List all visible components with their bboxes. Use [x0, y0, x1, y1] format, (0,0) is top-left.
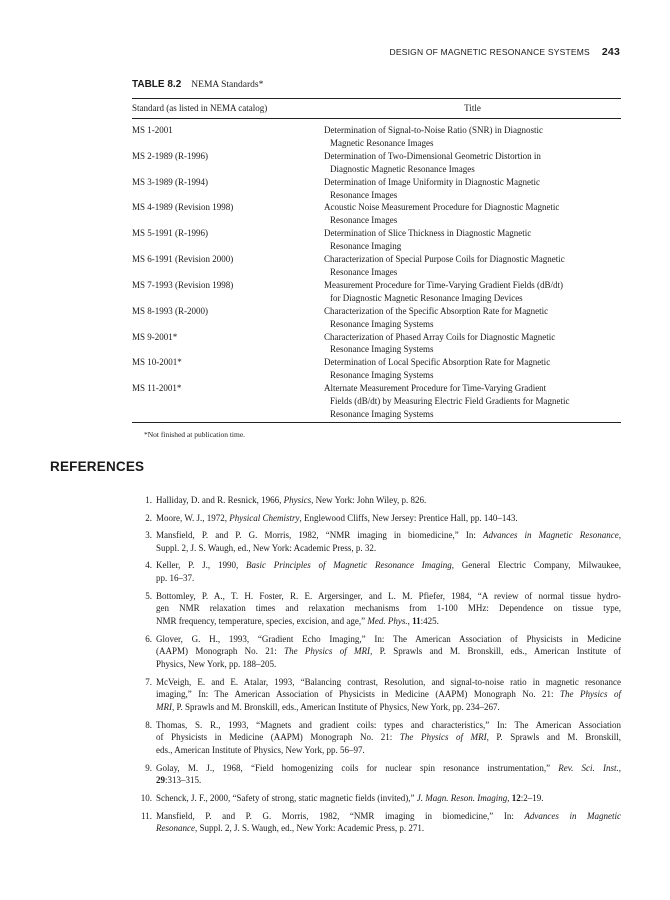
reference-line [156, 559, 621, 572]
reference-text [156, 633, 621, 671]
reference-segment: , P. Sprawls and M. Bronskill, [486, 732, 621, 743]
table-body [132, 124, 621, 421]
standard-cell: MS 1-2001 [132, 125, 173, 135]
title-line: Determination of Local Specific Absorption Rate for Magnetic [324, 357, 551, 368]
reference-item [132, 559, 621, 584]
title-line: Characterization of the Specific Absorption Rate for Magnetic [324, 305, 549, 316]
title-line: Acoustic Noise Measurement Procedure for Diagnostic Magnetic [324, 202, 560, 213]
reference-segment: Basic Principles of Magnetic Resonance Imaging [245, 560, 452, 571]
reference-segment: of Physicists in Medicine (AAPM) Monograph No. 21: [156, 732, 400, 743]
title-line: Resonance Imaging Systems [330, 370, 434, 381]
reference-segment: Glover, G. H., 1993, “Gradient Echo Imaging,” In: The American Association of Physicists in Medicine [156, 633, 621, 644]
reference-text [156, 590, 621, 628]
reference-segment: , [507, 793, 512, 804]
reference-line [156, 701, 621, 714]
reference-number: 2. [145, 512, 152, 523]
reference-line [156, 590, 621, 603]
reference-segment: The Physics of [560, 689, 622, 700]
reference-segment: pp. 16–37. [156, 573, 195, 584]
reference-segment: Bottomley, P. A., T. H. Foster, R. E. Argersinger, and L. M. Pfiefer, 1984, “A review of normal tissue hydro- [156, 590, 621, 601]
table-row [132, 356, 621, 382]
reference-line [156, 719, 621, 732]
reference-segment: 11 [412, 616, 421, 627]
table-row [132, 124, 621, 150]
reference-number: 10. [140, 793, 152, 804]
reference-text [156, 810, 621, 835]
title-line: Characterization of Special Purpose Coils for Diagnostic Magnetic [324, 254, 565, 265]
reference-line [156, 542, 621, 555]
reference-text [156, 676, 621, 714]
title-cell [324, 227, 621, 253]
reference-line [156, 810, 621, 823]
references-list [132, 494, 621, 840]
table-row [132, 279, 621, 305]
reference-segment: , Suppl. 2, J. S. Waugh, ed., New York: Academic Press, p. 271. [194, 823, 425, 834]
reference-segment: :313–315. [165, 775, 202, 786]
reference-segment: Suppl. 2, J. S. Waugh, ed., New York: Academic Press, p. 32. [156, 542, 377, 553]
table-footnote: *Not finished at publication time. [144, 430, 246, 439]
reference-segment: Advances in Magnetic [524, 810, 621, 821]
reference-segment: , P. Sprawls and M. Bronskill, eds., American Institute of Physics, New York, pp. 234–267. [172, 702, 500, 713]
title-line: Resonance Images [330, 215, 398, 226]
reference-segment: , General Electric Company, Milwaukee, [451, 560, 621, 571]
title-line: Alternate Measurement Procedure for Time-Varying Gradient [324, 383, 547, 394]
reference-item [132, 762, 621, 787]
reference-line [156, 633, 621, 646]
reference-item [132, 719, 621, 757]
table-header-rule [132, 118, 621, 119]
standard-cell: MS 8-1993 (R-2000) [132, 305, 208, 316]
title-line: Resonance Imaging [330, 241, 402, 252]
reference-item [132, 633, 621, 671]
title-cell [324, 253, 621, 279]
table-row [132, 382, 621, 421]
reference-segment: (AAPM) Monograph No. 21: [156, 646, 285, 657]
reference-segment: Moore, W. J., 1972, [156, 512, 230, 523]
page-number: 243 [601, 46, 620, 58]
reference-segment: , [618, 530, 621, 541]
title-line: Resonance Imaging Systems [330, 344, 434, 355]
reference-line [156, 602, 621, 615]
reference-segment: McVeigh, E. and E. Atalar, 1993, “Balancing contrast, Resolution, and signal-to-noise ratio in magnetic resonance [156, 676, 621, 687]
reference-text [156, 494, 621, 507]
reference-item [132, 590, 621, 628]
title-line: for Diagnostic Magnetic Resonance Imaging Devices [330, 292, 523, 303]
reference-line [156, 645, 621, 658]
reference-number: 9. [145, 762, 152, 773]
reference-segment: Physics [283, 495, 312, 505]
title-line: Determination of Slice Thickness in Diagnostic Magnetic [324, 228, 532, 239]
references-heading: REFERENCES [50, 459, 145, 474]
title-line: Measurement Procedure for Time-Varying Gradient Fields (dB/dt) [324, 279, 563, 290]
table-row [132, 227, 621, 253]
table-row [132, 331, 621, 357]
standard-cell: MS 3-1989 (R-1994) [132, 176, 208, 187]
title-line: Magnetic Resonance Images [330, 137, 434, 148]
reference-segment: NMR frequency, temperature, species, excision, and age,” [156, 616, 368, 627]
table-row [132, 176, 621, 202]
reference-line [156, 688, 621, 701]
reference-text [156, 719, 621, 757]
reference-segment: The Physics of MRI [399, 732, 487, 743]
table-row [132, 253, 621, 279]
reference-item [132, 529, 621, 554]
reference-segment: gen NMR relaxation times and relaxation mechanisms from 1-100 MHz: Dependence on tissue type, [156, 603, 621, 614]
title-line: Fields (dB/dt) by Measuring Electric Field Gradients for Magnetic [330, 396, 570, 407]
table-row [132, 201, 621, 227]
column-header-standard: Standard (as listed in NEMA catalog) [132, 103, 268, 113]
reference-segment: , New York: John Wiley, p. 826. [311, 495, 427, 505]
reference-segment: Golay, M. J., 1968, “Field homogenizing coils for nuclear spin resonance instrumentation,” [156, 762, 559, 773]
reference-line [156, 615, 621, 628]
title-cell [324, 331, 621, 357]
reference-segment: 12 [511, 793, 521, 804]
reference-line [156, 572, 621, 585]
reference-number: 6. [145, 633, 152, 644]
reference-item [132, 512, 621, 525]
reference-item [132, 792, 621, 805]
reference-segment: MRI [156, 702, 172, 713]
reference-segment: :2–19. [520, 793, 544, 804]
table-top-rule [132, 98, 621, 99]
table-caption [132, 79, 263, 90]
title-line: Resonance Imaging Systems [330, 318, 434, 329]
reference-segment: imaging,” In: The American Association of Physicists in Medicine (AAPM) Monograph No. 21: [156, 689, 561, 700]
reference-number: 4. [145, 560, 152, 571]
title-line: Determination of Signal-to-Noise Ratio (SNR) in Diagnostic [324, 125, 543, 135]
reference-segment: Thomas, S. R., 1993, “Magnets and gradient coils: types and characteristics,” In: The American Association [156, 719, 621, 730]
reference-line [156, 676, 621, 689]
reference-line [156, 792, 621, 805]
title-cell [324, 124, 621, 150]
title-cell [324, 382, 621, 421]
reference-text [156, 792, 621, 805]
reference-segment: :425. [420, 616, 439, 627]
reference-segment: Med. Phys. [367, 616, 408, 627]
reference-line [156, 774, 621, 787]
reference-item [132, 676, 621, 714]
reference-segment: , Englewood Cliffs, New Jersey: Prentice Hall, pp. 140–143. [299, 512, 518, 523]
standard-cell: MS 10-2001* [132, 357, 182, 368]
reference-text [156, 512, 621, 525]
reference-segment: Mansfield, P. and P. G. Morris, 1982, “NMR imaging in biomedicine,” In: [156, 810, 525, 821]
reference-segment: Halliday, D. and R. Resnick, 1966, [156, 495, 284, 505]
reference-segment: , [407, 616, 413, 627]
table-row [132, 305, 621, 331]
reference-segment: Advances in Magnetic Resonance [482, 530, 619, 541]
standard-cell: MS 7-1993 (Revision 1998) [132, 279, 234, 290]
reference-segment: Rev. Sci. Inst. [558, 762, 619, 773]
table-caption-text: NEMA Standards* [191, 80, 264, 90]
reference-segment: Keller, P. J., 1990, [156, 560, 246, 571]
title-line: Determination of Two-Dimensional Geometric Distortion in [324, 150, 541, 161]
standard-cell: MS 9-2001* [132, 331, 178, 342]
reference-segment: , [618, 762, 621, 773]
reference-segment: Physical Chemistry [229, 512, 300, 523]
title-line: Resonance Images [330, 189, 398, 200]
reference-line [156, 529, 621, 542]
reference-line [156, 744, 621, 757]
title-cell [324, 279, 621, 305]
reference-text [156, 559, 621, 584]
reference-text [156, 762, 621, 787]
title-line: Characterization of Phased Array Coils for Diagnostic Magnetic [324, 331, 556, 342]
reference-segment: Schenck, J. F., 2000, “Safety of strong, static magnetic fields (invited),” [156, 793, 417, 804]
title-line: Resonance Imaging Systems [330, 408, 434, 419]
reference-number: 11. [141, 810, 152, 821]
table-bottom-rule [132, 422, 621, 423]
title-line: Resonance Images [330, 266, 398, 277]
reference-number: 1. [145, 495, 152, 505]
title-cell [324, 150, 621, 176]
title-cell [324, 305, 621, 331]
reference-segment: Physics, New York, pp. 188–205. [156, 659, 277, 670]
standard-cell: MS 11-2001* [132, 383, 182, 394]
standard-cell: MS 4-1989 (Revision 1998) [132, 202, 234, 213]
table-label: TABLE 8.2 [132, 79, 182, 90]
reference-number: 8. [145, 719, 152, 730]
reference-segment: , P. Sprawls and M. Bronskill, eds., American Institute of [370, 646, 622, 657]
reference-segment: Resonance [156, 823, 195, 834]
reference-segment: The Physics of MRI [284, 646, 371, 657]
reference-line [156, 494, 621, 507]
title-line: Diagnostic Magnetic Resonance Images [330, 163, 475, 174]
reference-line [156, 822, 621, 835]
reference-segment: eds., American Institute of Physics, New York, pp. 56–97. [156, 745, 365, 756]
reference-line [156, 658, 621, 671]
column-header-title: Title [464, 103, 481, 113]
standard-cell: MS 2-1989 (R-1996) [132, 150, 208, 161]
reference-line [156, 512, 621, 525]
reference-line [156, 731, 621, 744]
reference-segment: J. Magn. Reson. Imaging [416, 793, 508, 804]
title-line: Determination of Image Uniformity in Diagnostic Magnetic [324, 176, 540, 187]
title-cell [324, 176, 621, 202]
running-title: DESIGN OF MAGNETIC RESONANCE SYSTEMS [389, 47, 590, 57]
title-cell [324, 201, 621, 227]
standard-cell: MS 5-1991 (R-1996) [132, 228, 208, 239]
reference-number: 7. [145, 676, 152, 687]
running-head [390, 46, 621, 58]
reference-text [156, 529, 621, 554]
reference-number: 3. [145, 530, 152, 541]
title-cell [324, 356, 621, 382]
reference-item [132, 494, 621, 507]
reference-line [156, 762, 621, 775]
reference-item [132, 810, 621, 835]
reference-segment: Mansfield, P. and P. G. Morris, 1982, “NMR imaging in biomedicine,” In: [156, 530, 483, 541]
standard-cell: MS 6-1991 (Revision 2000) [132, 254, 234, 265]
table-row [132, 150, 621, 176]
reference-number: 5. [145, 590, 152, 601]
reference-segment: 29 [156, 775, 165, 786]
